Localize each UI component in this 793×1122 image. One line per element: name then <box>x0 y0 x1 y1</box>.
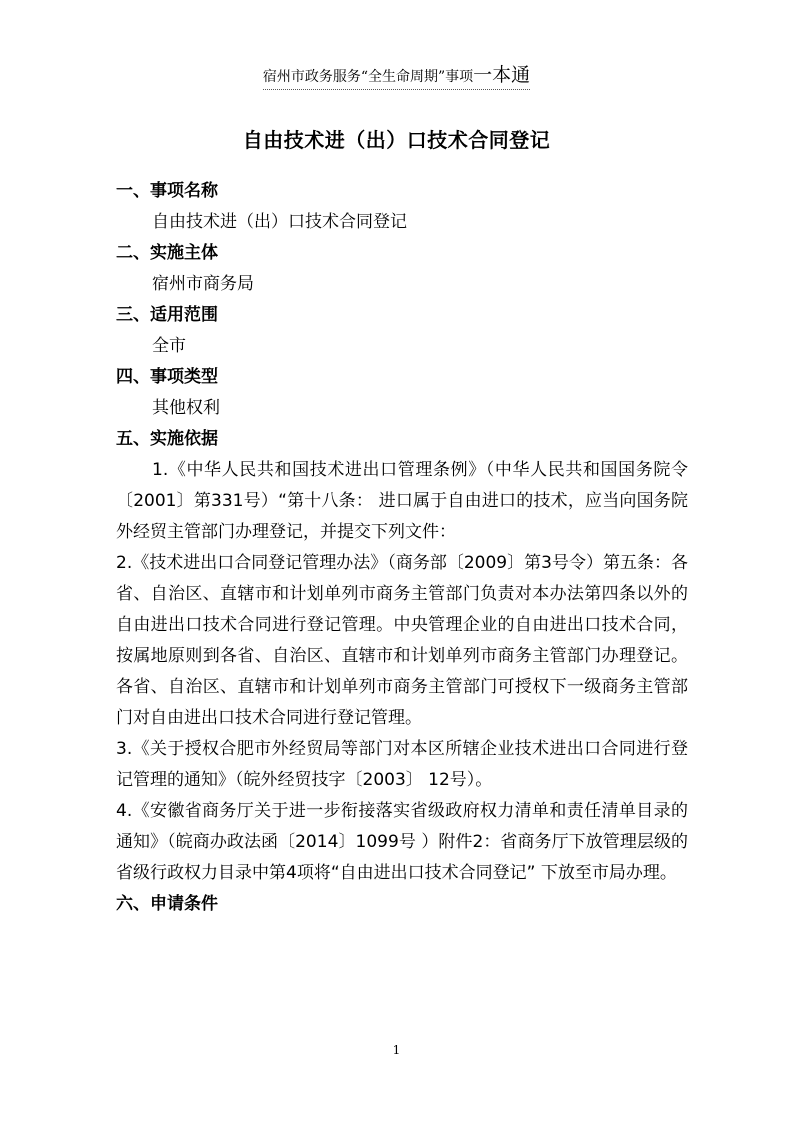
section-heading-item-type: 四、事项类型 <box>116 367 218 387</box>
document-title: 自由技术进（出）口技术合同登记 <box>242 128 551 152</box>
legal-basis-paragraph: 2.《技术进出口合同登记管理办法》（商务部〔2009〕第3号令）第五条：各省、自治区、直辖市和计划单列市商务主管部门负责对本办法第四条以外的自由进出口技术合同进行登记管理。中央管理企业的自由进出口技术合同，按属地原则到各省、自治区、直辖市和计划单列市商务主管部门办理登记。各省、自治区、直辖市和计划单列市商务主管部门可授权下一级商务主管部门对自由进出口技术合同进行登记管理。 <box>116 553 688 728</box>
legal-basis-paragraph: 1.《中华人民共和国技术进出口管理条例》（中华人民共和国国务院令〔2001〕第331号）“第十八条： 进口属于自由进口的技术，应当向国务院外经贸主管部门办理登记，并提交下列文件： <box>116 460 688 542</box>
section-value-implementing-body: 宿州市商务局 <box>152 274 254 294</box>
running-header-text <box>263 60 530 90</box>
section-heading-implementing-body: 二、实施主体 <box>116 243 218 263</box>
section-heading-legal-basis: 五、实施依据 <box>116 429 218 449</box>
section-value-item-name: 自由技术进（出）口技术合同登记 <box>152 212 407 232</box>
section-heading-application-conditions: 六、申请条件 <box>116 894 218 914</box>
header-prefix: 宿州市政务服务“全生命周期”事项 <box>262 69 474 85</box>
section-value-item-type: 其他权利 <box>152 398 220 418</box>
legal-basis-paragraph: 4.《安徽省商务厅关于进一步衔接落实省级政府权力清单和责任清单目录的通知》（皖商办政法函〔2014〕1099号 ）附件2：省商务厅下放管理层级的省级行政权力目录中第4项将“自由进出口技术合同登记” 下放至市局办理。 <box>116 801 688 883</box>
page-number: 1 <box>392 1043 401 1057</box>
section-heading-item-name: 一、事项名称 <box>116 181 218 201</box>
running-header <box>0 60 793 90</box>
document-body <box>116 176 688 920</box>
header-suffix: 一本通 <box>473 64 531 86</box>
section-value-scope: 全市 <box>152 336 186 356</box>
legal-basis-paragraph: 3.《关于授权合肥市外经贸局等部门对本区所辖企业技术进出口合同进行登记管理的通知》（皖外经贸技字〔2003〕 12号）。 <box>116 739 688 790</box>
section-heading-scope: 三、适用范围 <box>116 305 218 325</box>
